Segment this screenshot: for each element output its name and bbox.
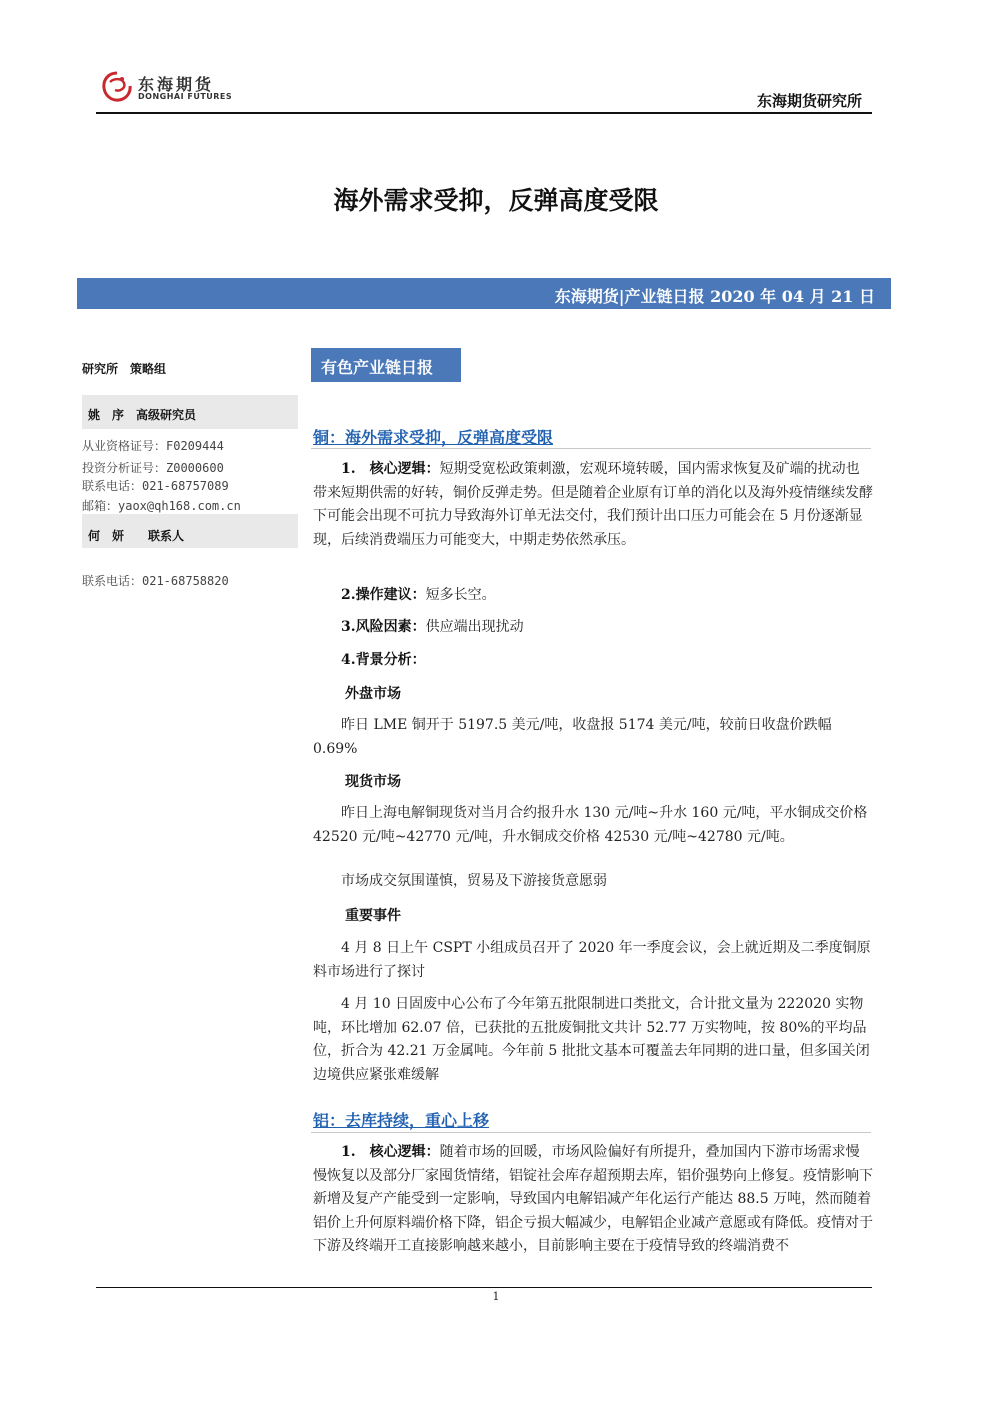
report-type-label: 有色产业链日报 <box>321 358 434 377</box>
spot-market-title: 现货市场 <box>345 774 401 790</box>
report-banner <box>77 278 891 309</box>
banner-text: 东海期货|产业链日报 2020 年 04 月 21 日 <box>554 287 875 306</box>
logo-chinese-name: 东海期货 <box>138 75 215 94</box>
copper-background <box>313 649 873 673</box>
event-cspt: 4 月 8 日上午 CSPT 小组成员召开了 2020 年一季度会议，会上就近期及二季度铜原料市场进行了探讨 <box>313 940 871 980</box>
aluminum-heading-rule <box>311 1132 871 1133</box>
copper-core-label: 1. 核心逻辑： <box>341 461 440 477</box>
aluminum-heading: 铝：去库持续，重心上移 <box>313 1111 490 1130</box>
copper-heading-rule <box>311 448 871 449</box>
dragon-logo-icon <box>100 70 134 104</box>
key-events-title: 重要事件 <box>345 908 401 924</box>
header-divider <box>96 112 872 114</box>
analyst2-name-role: 何 妍 联系人 <box>88 529 185 543</box>
copper-operation <box>313 584 873 608</box>
page-number: 1 <box>492 1290 500 1303</box>
company-logo <box>100 68 233 108</box>
copper-heading: 铜：海外需求受抑，反弹高度受限 <box>313 428 554 447</box>
copper-core-logic <box>313 458 873 552</box>
copper-core-text: 短期受宽松政策刺激，宏观环境转暖，国内需求恢复及矿端的扰动也带来短期供需的好转，铜价反弹走势。但是随着企业原有订单的消化以及海外疫情继续发酵下可能会出现不可抗力导致海外订单无法交付，我们预计出口压力可能会在 5 月份逐渐显现，后续消费端压力可能变大，中期走势依然承压。 <box>313 461 873 548</box>
institute-name: 东海期货研究所 <box>756 92 862 110</box>
analyst1-name-role: 姚 序 高级研究员 <box>88 408 197 422</box>
spot-market-note: 市场成交氛围谨慎，贸易及下游接货意愿弱 <box>341 873 607 889</box>
copper-bg-label: 4.背景分析： <box>341 652 426 668</box>
sidebar-team: 研究所 策略组 <box>82 362 167 376</box>
aluminum-core-logic <box>313 1141 873 1281</box>
analyst1-qualification: 从业资格证号：F0209444 <box>82 439 224 453</box>
copper-op-text: 短多长空。 <box>425 587 496 603</box>
report-type-tag <box>311 348 461 382</box>
analyst1-phone: 联系电话：021-68757089 <box>82 479 229 493</box>
copper-risk-label: 3.风险因素： <box>341 619 426 635</box>
event-scrap-approval: 4 月 10 日固废中心公布了今年第五批限制进口类批文，合计批文量为 222020 实物吨，环比增加 62.07 倍，已获批的五批废铜批文共计 52.77 万实物吨，按 80%的平均品位，折合为 42.21 万金属吨。今年前 5 批批文基本可覆盖去年同期的进口量，但多国关闭边境供应紧张难缓解 <box>313 996 870 1083</box>
analyst2-phone: 联系电话：021-68758820 <box>82 574 229 588</box>
copper-risk-text: 供应端出现扰动 <box>425 619 524 635</box>
sidebar-analyst1-band <box>82 395 298 429</box>
report-title: 海外需求受抑，反弹高度受限 <box>333 186 659 215</box>
spot-market-text: 昨日上海电解铜现货对当月合约报升水 130 元/吨~升水 160 元/吨，平水铜成交价格 42520 元/吨~42770 元/吨，升水铜成交价格 42530 元/吨~42780 元/吨。 <box>313 805 868 845</box>
aluminum-core-text: 随着市场的回暖，市场风险偏好有所提升，叠加国内下游市场需求慢慢恢复以及部分厂家囤货情绪，铝锭社会库存超预期去库，铝价强势向上修复。疫情影响下新增及复产产能受到一定影响，导致国内电解铝减产年化运行产能达 88.5 万吨，然而随着铝价上升何原料端价格下降，铝企亏损大幅减少，电解铝企业减产意愿或有降低。疫情对于下游及终端开工直接影响越来越小，目前影响主要在于疫情导致的终端消费不 <box>313 1144 873 1254</box>
outer-market-title: 外盘市场 <box>345 686 401 702</box>
outer-market-text: 昨日 LME 铜开于 5197.5 美元/吨，收盘报 5174 美元/吨，较前日收盘价跌幅 0.69% <box>313 717 832 757</box>
copper-risk <box>313 616 873 640</box>
analyst1-email[interactable]: 邮箱：yaox@qh168.com.cn <box>82 499 241 513</box>
logo-english-name: DONGHAI FUTURES <box>138 92 233 101</box>
sidebar-analyst2-band <box>82 514 298 548</box>
aluminum-core-label: 1. 核心逻辑： <box>341 1144 440 1160</box>
analyst1-investment-cert: 投资分析证号：Z0000600 <box>82 461 224 475</box>
footer-divider <box>96 1287 872 1288</box>
copper-op-label: 2.操作建议： <box>341 587 426 603</box>
